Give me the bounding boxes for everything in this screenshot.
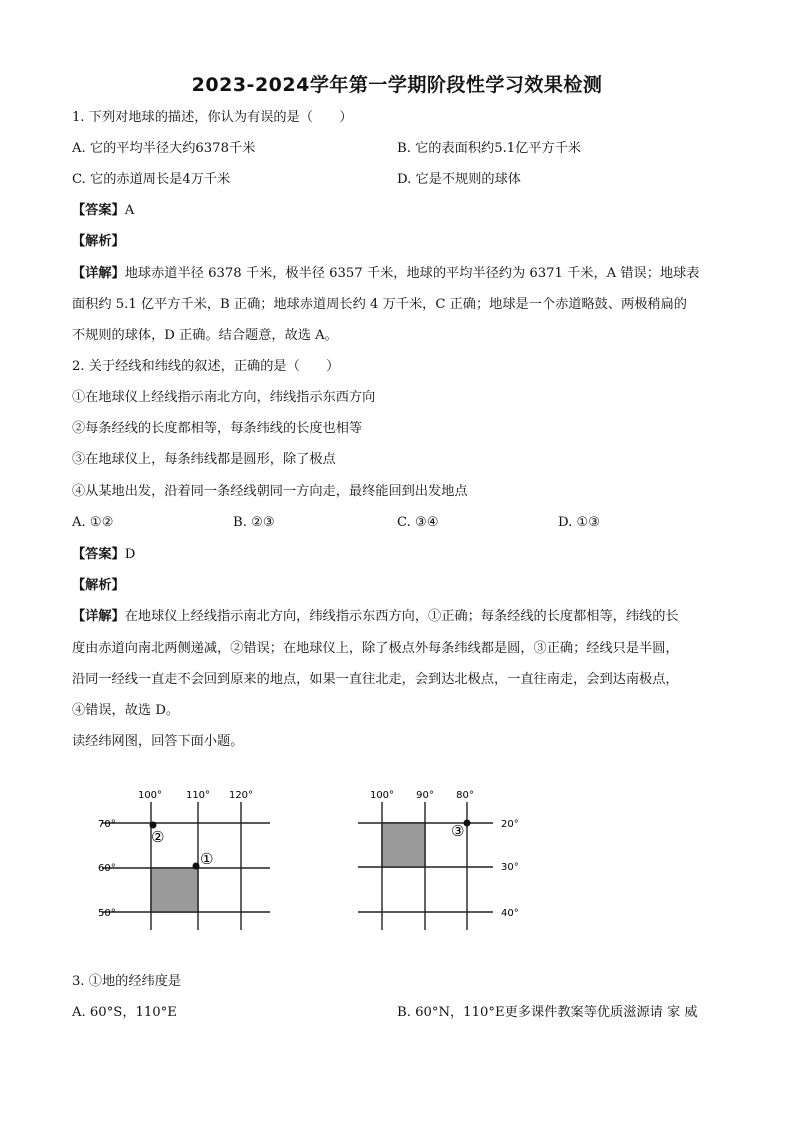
lon-label: 120° <box>228 790 254 801</box>
shaded-cell-left <box>151 868 198 912</box>
point-1-label: ① <box>200 850 214 868</box>
point-3-marker <box>464 820 471 827</box>
q2-analysis-label: 【解析】 <box>72 578 125 593</box>
q1-detail-line-3: 不规则的球体，D 正确。结合题意，故选 A。 <box>72 328 338 343</box>
q2-stem: 2. 关于经线和纬线的叙述，正确的是（ ） <box>72 359 340 374</box>
lat-label: 60° <box>98 863 116 874</box>
q1-detail-line-2: 面积约 5.1 亿平方千米，B 正确；地球赤道周长约 4 万千米，C 正确；地球是一个赤道略鼓、两极稍扁的 <box>72 297 687 312</box>
q2-detail-line-2: 度由赤道向南北两侧递减，②错误；在地球仪上，除了极点外每条纬线都是圆，③正确；经线只是半圆， <box>72 641 679 656</box>
lat-label: 30° <box>501 862 519 873</box>
q1-answer <box>72 201 134 221</box>
page-title: 2023-2024学年第一学期阶段性学习效果检测 <box>191 74 603 96</box>
q2-answer-value: D <box>124 547 136 562</box>
q2-option-d: D. ①③ <box>558 515 601 530</box>
lon-label: 110° <box>185 790 211 801</box>
point-2-label: ② <box>151 828 165 846</box>
q2-statement-4: ④从某地出发，沿着同一条经线朝同一方向走，最终能回到出发地点 <box>72 484 468 499</box>
lat-label: 50° <box>98 908 116 919</box>
graticule-map-left <box>90 780 290 940</box>
q3-option-a: A. 60°S，110°E <box>72 1005 177 1020</box>
q1-option-d: D. 它是不规则的球体 <box>397 172 521 187</box>
q1-answer-value: A <box>124 203 135 218</box>
lat-label: 70° <box>98 819 116 830</box>
q2-detail-line-1: 【详解】在地球仪上经线指示南北方向，纬线指示东西方向，①正确；每条经线的长度都相等，纬线的长 <box>72 609 679 624</box>
point-3-label: ③ <box>451 822 465 840</box>
q2-statement-1: ①在地球仪上经线指示南北方向，纬线指示东西方向 <box>72 390 376 405</box>
lon-label: 100° <box>137 790 163 801</box>
watermark-text: 更多课件教案等优质滋源请 家 威 <box>504 1005 698 1020</box>
detail-label: 【详解】 <box>72 266 125 281</box>
q1-option-a: A. 它的平均半径大约6378千米 <box>72 141 256 156</box>
q1-option-c: C. 它的赤道周长是4万千米 <box>72 172 231 187</box>
q2-statement-3: ③在地球仪上，每条纬线都是圆形，除了极点 <box>72 452 336 467</box>
lon-label: 100° <box>369 790 395 801</box>
lat-label: 20° <box>501 819 519 830</box>
q2-statement-2: ②每条经线的长度都相等，每条纬线的长度也相等 <box>72 421 363 436</box>
q2-option-c: C. ③④ <box>397 515 439 530</box>
q3-stem: 3. ①地的经纬度是 <box>72 974 182 989</box>
q2-detail-line-4: ④错误，故选 D。 <box>72 703 180 718</box>
q1-stem: 1. 下列对地球的描述，你认为有误的是（ ） <box>72 110 353 125</box>
answer-label: 【答案】 <box>72 203 125 218</box>
q2-answer: 【答案】D <box>72 547 136 562</box>
read-map-instruction: 读经纬网图，回答下面小题。 <box>72 734 244 749</box>
q2-option-a: A. ①② <box>72 515 114 530</box>
q1-detail-line-1: 【详解】地球赤道半径 6378 千米，极半径 6357 千米，地球的平均半径约为 6371 千米，A 错误；地球表 <box>72 266 700 281</box>
q2-option-b: B. ②③ <box>233 515 275 530</box>
lon-label: 80° <box>456 790 474 801</box>
graticule-map-right <box>355 780 555 940</box>
lat-label: 40° <box>501 908 519 919</box>
q1-option-b: B. 它的表面积约5.1亿平方千米 <box>397 141 582 156</box>
lon-label: 90° <box>416 790 434 801</box>
shaded-cell-right <box>382 823 425 867</box>
q2-detail-line-3: 沿同一经线一直走不会回到原来的地点，如果一直往北走，会到达北极点，一直往南走，会到达南极点， <box>72 672 679 687</box>
q3-option-b: B. 60°N，110°E更多课件教案等优质滋源请 家 威 <box>397 1005 698 1020</box>
point-1-marker <box>193 863 200 870</box>
q1-analysis-label: 【解析】 <box>72 234 125 249</box>
